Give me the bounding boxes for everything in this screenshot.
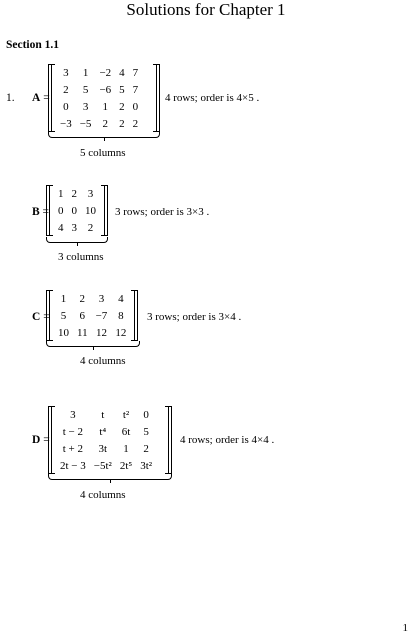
matrix-entry: 2 <box>79 292 86 305</box>
matrix-a-label: A = <box>32 92 50 104</box>
matrix-entry: 10 <box>85 204 96 217</box>
problem-number: 1. <box>6 92 15 104</box>
matrix-entry: 4 <box>118 292 124 305</box>
matrix-entry: 2t⁵ <box>119 459 133 472</box>
matrix-c-rows-text: 3 rows; order is 3×4 . <box>147 311 242 323</box>
matrix-entry: 2 <box>102 117 109 130</box>
matrix-entry: 3t² <box>140 459 153 472</box>
matrix-entry: 3 <box>98 292 105 305</box>
page-number: 1 <box>402 622 408 634</box>
columns-brace <box>48 132 160 138</box>
matrix-d-rows-text: 4 rows; order is 4×4 . <box>180 434 275 446</box>
matrix-entry: 7 <box>132 83 139 96</box>
matrix-entry: −7 <box>95 309 108 322</box>
matrix-b-entries <box>54 185 100 236</box>
matrix-row <box>56 98 142 115</box>
matrix-entry: 1 <box>60 292 67 305</box>
matrix-entry: 3 <box>63 66 69 79</box>
matrix-entry: 0 <box>58 204 64 217</box>
matrix-entry: 6t <box>121 425 131 438</box>
right-bracket <box>153 64 160 132</box>
matrix-row <box>56 440 156 457</box>
matrix-entry: 5 <box>82 83 89 96</box>
matrix-entry: 0 <box>132 100 139 113</box>
matrix-d-columns-text: 4 columns <box>80 489 126 501</box>
matrix-entry: 12 <box>95 326 107 339</box>
matrix-entry: 10 <box>58 326 69 339</box>
matrix-row <box>54 219 100 236</box>
matrix-entry: 6 <box>79 309 86 322</box>
left-bracket <box>48 64 55 132</box>
matrix-a-columns-text: 5 columns <box>80 147 126 159</box>
matrix-entry: 5 <box>143 425 149 438</box>
matrix-row <box>56 64 142 81</box>
matrix-entry: t + 2 <box>62 442 84 455</box>
page-title: Solutions for Chapter 1 <box>126 0 286 19</box>
matrix-entry: 1 <box>82 66 89 79</box>
matrix-row <box>54 202 100 219</box>
matrix-entry: 2 <box>71 187 77 200</box>
matrix-row <box>54 307 130 324</box>
matrix-entry: t⁴ <box>99 425 107 438</box>
matrix-entry: 1 <box>123 442 129 455</box>
matrix-c-columns-text: 4 columns <box>80 355 126 367</box>
left-bracket <box>46 185 53 236</box>
matrix-entry: −5 <box>79 117 92 130</box>
matrix-row <box>54 185 100 202</box>
matrix-a-entries <box>56 64 142 132</box>
matrix-entry: 2 <box>63 83 69 96</box>
matrix-entry: −2 <box>99 66 112 79</box>
matrix-entry: 3 <box>71 221 77 234</box>
left-bracket <box>46 290 53 341</box>
matrix-entry: 2 <box>87 221 94 234</box>
matrix-d <box>56 406 164 474</box>
matrix-entry: 1 <box>102 100 109 113</box>
matrix-entry: 1 <box>58 187 64 200</box>
matrix-entry: 2 <box>143 442 149 455</box>
left-bracket <box>48 406 55 474</box>
columns-brace <box>46 341 140 347</box>
matrix-entry: 3 <box>82 100 89 113</box>
matrix-entry: 2 <box>132 117 139 130</box>
matrix-row <box>56 457 156 474</box>
matrix-a <box>56 64 152 132</box>
matrix-row <box>54 324 130 341</box>
matrix-entry: 5 <box>60 309 67 322</box>
matrix-entry: 0 <box>143 408 149 421</box>
matrix-entry: 2t − 3 <box>60 459 86 472</box>
matrix-b-label: B = <box>32 206 50 218</box>
matrix-c-entries <box>54 290 130 341</box>
matrix-entry: 8 <box>118 309 124 322</box>
matrix-c <box>54 290 130 341</box>
matrix-b <box>54 185 100 236</box>
matrix-entry: 2 <box>119 117 125 130</box>
matrix-entry: 3t <box>98 442 108 455</box>
matrix-entry: t − 2 <box>62 425 84 438</box>
matrix-entry: −3 <box>60 117 72 130</box>
matrix-entry: −5t² <box>93 459 112 472</box>
matrix-row <box>56 81 142 98</box>
matrix-row <box>56 115 142 132</box>
matrix-d-entries <box>56 406 156 474</box>
section-heading: Section 1.1 <box>6 39 60 51</box>
matrix-entry: t <box>101 408 105 421</box>
columns-brace <box>46 237 108 243</box>
matrix-a-rows-text: 4 rows; order is 4×5 . <box>165 92 260 104</box>
matrix-d-label: D = <box>32 434 50 446</box>
matrix-row <box>56 406 156 423</box>
matrix-entry: 0 <box>71 204 77 217</box>
matrix-entry: 7 <box>132 66 139 79</box>
matrix-entry: 5 <box>119 83 125 96</box>
right-bracket <box>165 406 172 474</box>
right-bracket <box>131 290 138 341</box>
matrix-row <box>54 290 130 307</box>
columns-brace <box>48 474 172 480</box>
matrix-b-columns-text: 3 columns <box>58 251 104 263</box>
matrix-entry: 12 <box>115 326 127 339</box>
matrix-entry: 3 <box>87 187 94 200</box>
matrix-entry: 2 <box>119 100 125 113</box>
matrix-entry: 11 <box>77 326 88 339</box>
matrix-entry: −6 <box>99 83 112 96</box>
matrix-row <box>56 423 156 440</box>
right-bracket <box>101 185 108 236</box>
matrix-entry: t² <box>122 408 130 421</box>
matrix-b-rows-text: 3 rows; order is 3×3 . <box>115 206 210 218</box>
matrix-entry: 0 <box>63 100 69 113</box>
matrix-c-label: C = <box>32 311 50 323</box>
matrix-entry: 4 <box>119 66 125 79</box>
matrix-entry: 3 <box>70 408 76 421</box>
matrix-entry: 4 <box>58 221 64 234</box>
